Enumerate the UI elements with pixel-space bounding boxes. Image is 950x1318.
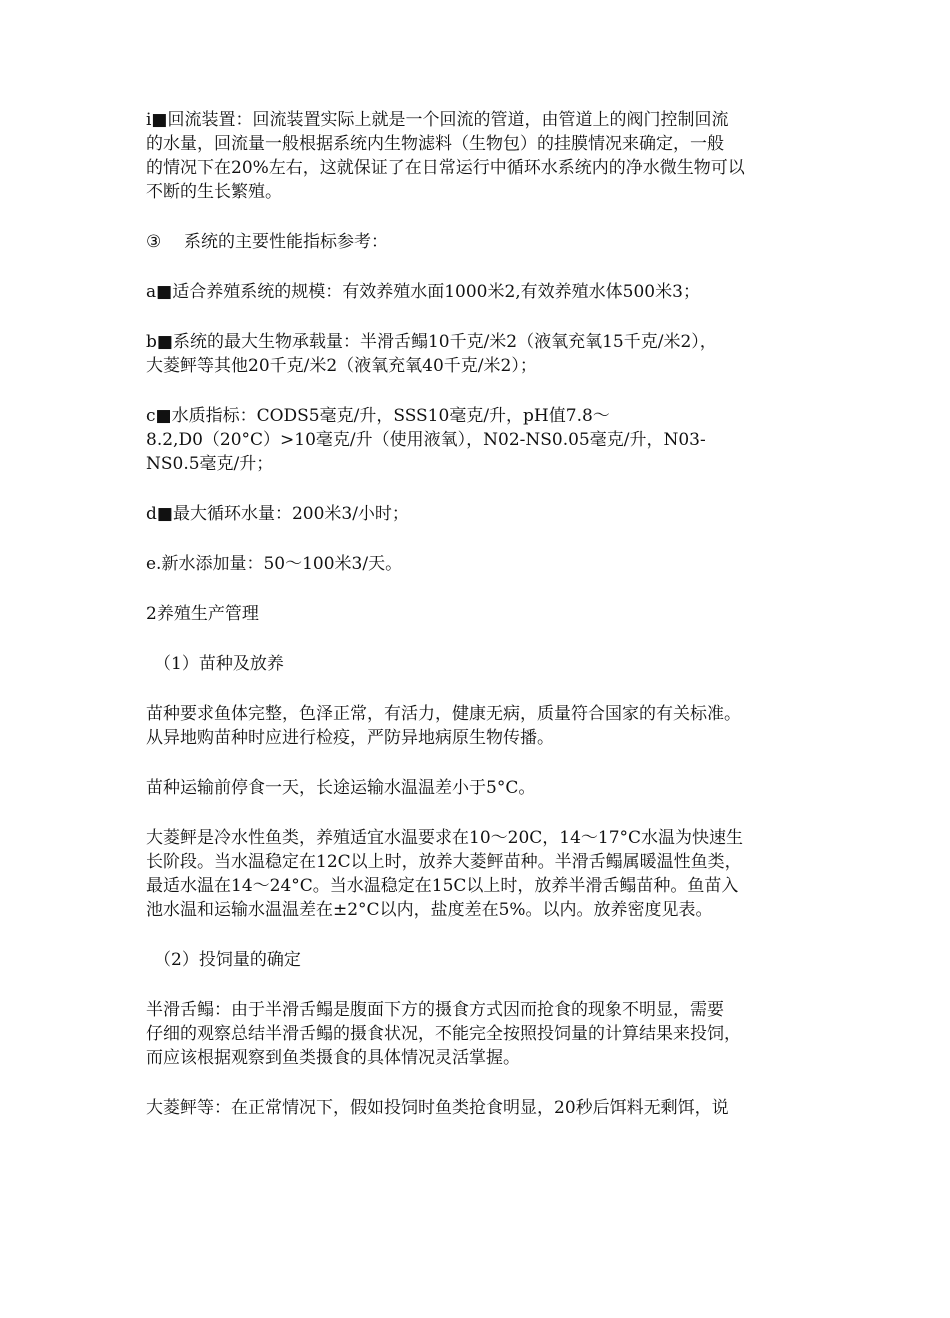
text-line: 半滑舌鳎：由于半滑舌鳎是腹面下方的摄食方式因而抢食的现象不明显，需要 [146,1000,724,1020]
text-line: 的水量，回流量一般根据系统内生物滤料（生物包）的挂膜情况来确定，一般 [146,134,724,154]
text-line: 2养殖生产管理 [146,604,259,624]
text-line: 池水温和运输水温温差在±2°C以内，盐度差在5%。以内。放养密度见表。 [146,900,713,920]
paragraph-system-scale [146,280,806,304]
text-line: （2）投饲量的确定 [154,950,301,970]
text-line: 而应该根据观察到鱼类摄食的具体情况灵活掌握。 [146,1048,520,1068]
text-line: 苗种要求鱼体完整，色泽正常，有活力，健康无病，质量符合国家的有关标准。 [146,704,741,724]
paragraph-water-quality [146,404,806,476]
subsection-heading-feeding [146,948,806,972]
paragraph-temperature [146,826,806,922]
paragraph-bio-capacity [146,330,806,378]
text-line: 仔细的观察总结半滑舌鳎的摄食状况，不能完全按照投饲量的计算结果来投饲， [146,1024,741,1044]
paragraph-turbot-feeding [146,1096,806,1120]
section-heading-production [146,602,806,626]
section-heading-text: 系统的主要性能指标参考： [184,232,388,252]
text-line: （1）苗种及放养 [154,654,284,674]
text-line: i■回流装置：回流装置实际上就是一个回流的管道，由管道上的阀门控制回流 [146,110,729,130]
text-line: 不断的生长繁殖。 [146,182,282,202]
text-line: 的情况下在20%左右，这就保证了在日常运行中循环水系统内的净水微生物可以 [146,158,745,178]
paragraph-max-circulation [146,502,806,526]
paragraph-fry-transport [146,776,806,800]
text-line: e.新水添加量：50〜100米3/天。 [146,554,403,574]
text-line: 大菱鲆等：在正常情况下，假如投饲时鱼类抢食明显，20秒后饵料无剩饵，说 [146,1098,729,1118]
text-line: 大菱鲆是冷水性鱼类，养殖适宜水温要求在10〜20C，14〜17°C水温为快速生 [146,828,744,848]
text-line: a■适合养殖系统的规模：有效养殖水面1000米2,有效养殖水体500米3； [146,282,700,302]
text-line: 最适水温在14〜24°C。当水温稳定在15C以上时，放养半滑舌鳎苗种。鱼苗入 [146,876,739,896]
paragraph-tongue-sole-feeding [146,998,806,1070]
paragraph-performance-heading [146,230,806,254]
text-line: 苗种运输前停食一天，长途运输水温温差小于5°C。 [146,778,536,798]
text-line: b■系统的最大生物承载量：半滑舌鳎10千克/米2（液氧充氧15千克/米2）， [146,332,717,352]
paragraph-return-device [146,108,806,204]
text-line: 长阶段。当水温稳定在12C以上时，放养大菱鲆苗种。半滑舌鳎属暖温性鱼类， [146,852,742,872]
text-line: d■最大循环水量：200米3/小时； [146,504,409,524]
text-line: 大菱鲆等其他20千克/米2（液氧充氧40千克/米2）； [146,356,537,376]
circled-number-marker: ③ [146,232,162,252]
paragraph-new-water [146,552,806,576]
text-line: c■水质指标：CODS5毫克/升，SSS10毫克/升，pH值7.8〜 [146,406,610,426]
text-line: NS0.5毫克/升； [146,454,274,474]
text-line: 从异地购苗种时应进行检疫，严防异地病原生物传播。 [146,728,554,748]
subsection-heading-fry [146,652,806,676]
document-body [146,108,806,1146]
text-line: 8.2,D0（20°C）>10毫克/升（使用液氧），N02-NS0.05毫克/升，N03- [146,430,706,450]
paragraph-fry-requirements [146,702,806,750]
